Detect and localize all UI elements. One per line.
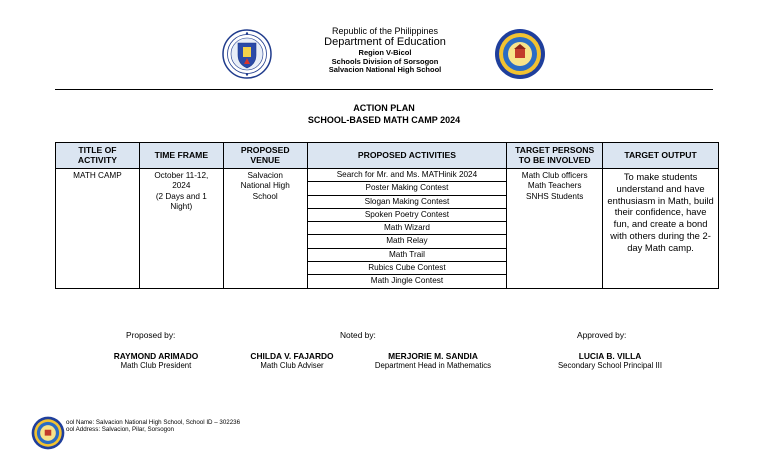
time-frame-line: (2 Days and 1 [155, 191, 207, 201]
activity-item: Rubics Cube Contest [308, 262, 507, 275]
table-header-row [56, 143, 719, 169]
school-seal-icon [494, 28, 546, 80]
cell-venue [223, 169, 307, 289]
signatory-principal [540, 351, 680, 370]
col-proposed-venue: PROPOSED VENUE [223, 143, 307, 169]
activity-item: Math Trail [308, 249, 507, 262]
cell-activities [307, 169, 507, 289]
title-math-camp: SCHOOL-BASED MATH CAMP 2024 [307, 114, 461, 125]
activity-item: Search for Mr. and Ms. MATHinik 2024 [308, 169, 507, 182]
activity-item: Spoken Poetry Contest [308, 209, 507, 222]
target-person: Math Club officers [521, 171, 588, 180]
document-title [200, 103, 568, 126]
cell-target-output [603, 169, 719, 289]
signatory-name: MERJORIE M. SANDIA [388, 351, 478, 361]
col-time-frame: TIME FRAME [139, 143, 223, 169]
letterhead [280, 26, 490, 75]
action-plan-table [55, 142, 719, 289]
activity-title: MATH CAMP [73, 171, 122, 180]
signatory-name: CHILDA V. FAJARDO [250, 351, 334, 361]
activity-item: Math Wizard [308, 222, 507, 235]
activity-item: Slogan Making Contest [308, 196, 507, 209]
cell-target-persons [507, 169, 603, 289]
activity-item: Math Relay [308, 235, 507, 248]
proposed-by-label: Proposed by: [126, 330, 176, 340]
signatory-role: Math Club President [120, 361, 192, 370]
header-republic: Republic of the Philippines [331, 26, 439, 36]
approved-by-label: Approved by: [577, 330, 627, 340]
footer-seal-icon [31, 416, 65, 450]
venue-line: National High [240, 181, 290, 191]
time-frame-line: October 11-12, [154, 171, 209, 180]
header-division: Schools Division of Sorsogon [331, 56, 439, 66]
header-divider [55, 89, 713, 90]
col-proposed-activities: PROPOSED ACTIVITIES [307, 143, 507, 169]
venue-line: Salvacion [247, 171, 283, 180]
header-region: Region V-Bicol [358, 47, 412, 57]
col-title-of-activity: TITLE OF ACTIVITY [56, 143, 140, 169]
signatory-role: Math Club Adviser [260, 361, 324, 370]
col-target-persons: TARGET PERSONS TO BE INVOLVED [507, 143, 603, 169]
noted-by-label: Noted by: [340, 330, 376, 340]
signatory-president [96, 351, 216, 370]
target-person: SNHS Students [526, 191, 584, 201]
signatory-department-head [358, 351, 508, 370]
cell-time-frame [139, 169, 223, 289]
footer-school-name: ool Name: Salvacion National High School, School ID – 302236 [66, 419, 241, 426]
header-school: Salvacion National High School [328, 65, 442, 75]
venue-line: School [252, 191, 278, 201]
footer-school-address: ool Address: Salvacion, Pilar, Sorsogon [66, 426, 174, 433]
target-person: Math Teachers [527, 181, 582, 191]
target-output-text: To make students understand and have enthusiasm in Math, build their confidence, have fun, and create a bond with others during the 2-day Math camp. [607, 171, 714, 253]
activity-item: Poster Making Contest [308, 182, 507, 195]
time-frame-line: 2024 [172, 181, 191, 191]
cell-title-of-activity [56, 169, 140, 289]
table-row [56, 169, 719, 289]
col-target-output: TARGET OUTPUT [603, 143, 719, 169]
title-action-plan: ACTION PLAN [353, 103, 415, 113]
deped-seal-icon [222, 29, 272, 79]
signatory-name: RAYMOND ARIMADO [113, 351, 199, 361]
time-frame-line: Night) [170, 201, 193, 211]
header-department: Department of Education [324, 36, 446, 49]
activity-item: Math Jingle Contest [370, 276, 444, 286]
signatory-adviser [232, 351, 352, 370]
footer-info [66, 419, 240, 433]
signatory-name: LUCIA B. VILLA [578, 351, 642, 361]
signatory-role: Department Head in Mathematics [374, 361, 492, 370]
signatory-role: Secondary School Principal III [557, 361, 662, 370]
